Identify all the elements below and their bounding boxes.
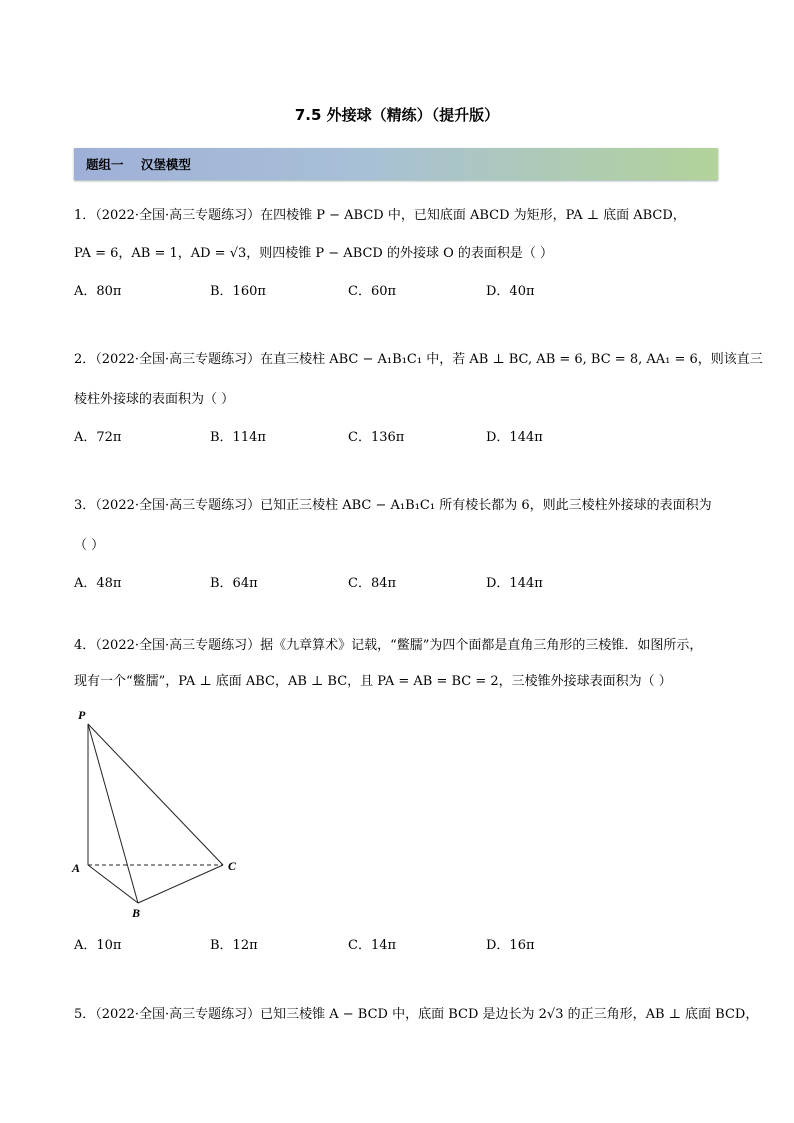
section-header xyxy=(74,148,718,180)
question-1-option-b: B．160π xyxy=(210,284,266,299)
question-2-option-a: A．72π xyxy=(74,430,122,445)
edge-ab xyxy=(88,865,138,903)
question-2-option-b: B．114π xyxy=(210,430,266,445)
question-2-option-d: D．144π xyxy=(486,430,543,445)
question-4-option-c: C．14π xyxy=(348,938,397,953)
question-2-option-c: C．136π xyxy=(348,430,405,445)
label-b: B xyxy=(132,906,141,920)
page-title: 7.5 外接球（精练）（提升版） xyxy=(294,106,500,124)
question-4-option-d: D．16π xyxy=(486,938,535,953)
question-2-line-1: 2．（2022·全国·高三专题练习）在直三棱柱 ABC − A₁B₁C₁ 中，若 AB ⊥ BC, AB = 6, BC = 8, AA₁ = 6，则该直三 xyxy=(74,352,763,367)
question-3-line-1: 3．（2022·全国·高三专题练习）已知正三棱柱 ABC − A₁B₁C₁ 所有棱长都为 6，则此三棱柱外接球的表面积为 xyxy=(74,498,712,513)
question-4-option-b: B．12π xyxy=(210,938,258,953)
question-4-option-a: A．10π xyxy=(74,938,122,953)
edge-bc xyxy=(138,865,223,903)
pyramid-figure xyxy=(68,700,258,925)
question-1-line-1: 1．（2022·全国·高三专题练习）在四棱锥 P − ABCD 中，已知底面 ABCD 为矩形，PA ⊥ 底面 ABCD， xyxy=(74,208,686,223)
edge-pc xyxy=(88,724,223,865)
section-label: 题组一 汉堡模型 xyxy=(86,157,191,172)
label-p: P xyxy=(78,708,86,722)
question-3-option-b: B．64π xyxy=(210,576,258,591)
question-3-option-d: D．144π xyxy=(486,576,543,591)
label-c: C xyxy=(228,859,237,873)
question-3-option-a: A．48π xyxy=(74,576,122,591)
question-3-line-2: （ ） xyxy=(74,538,105,553)
label-a: A xyxy=(72,861,81,875)
question-1-line-2: PA = 6，AB = 1，AD = √3，则四棱锥 P − ABCD 的外接球 O 的表面积是（ ） xyxy=(74,246,554,261)
question-1-option-a: A．80π xyxy=(74,284,122,299)
question-4-line-1: 4．（2022·全国·高三专题练习）据《九章算术》记载，“鳖臑”为四个面都是直角三角形的三棱锥．如图所示， xyxy=(74,638,703,653)
question-1-option-d: D．40π xyxy=(486,284,535,299)
question-2-line-2: 棱柱外接球的表面积为（ ） xyxy=(74,392,235,407)
question-3-option-c: C．84π xyxy=(348,576,397,591)
edge-pb xyxy=(88,724,138,903)
question-5-line-1: 5．（2022·全国·高三专题练习）已知三棱锥 A − BCD 中，底面 BCD 是边长为 2√3 的正三角形，AB ⊥ 底面 BCD， xyxy=(74,1007,759,1022)
question-4-line-2: 现有一个“鳖臑”，PA ⊥ 底面 ABC，AB ⊥ BC，且 PA = AB = BC = 2，三棱锥外接球表面积为（ ） xyxy=(74,674,672,689)
question-1-option-c: C．60π xyxy=(348,284,397,299)
